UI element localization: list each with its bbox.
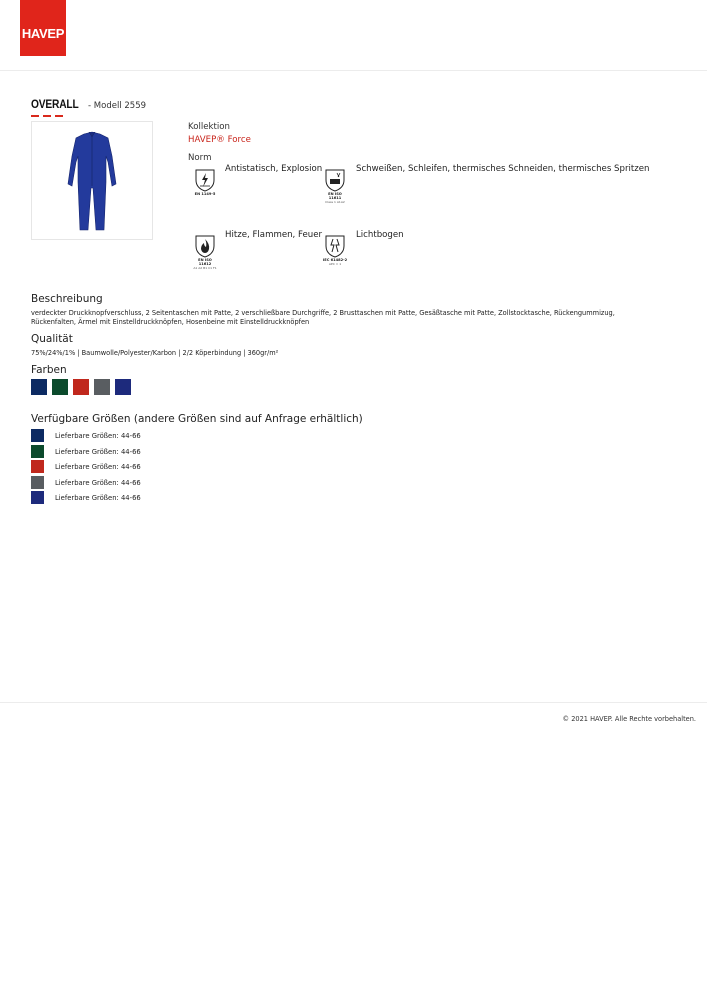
title-underline [31,115,146,117]
overall-image [62,126,122,236]
norm-code: IEC 61482-2 [322,258,348,262]
size-color-swatch [31,491,44,504]
size-row [31,445,141,458]
size-color-swatch [31,476,44,489]
copyright-text: © 2021 HAVEP. Alle Rechte vorbehalten. [562,715,696,723]
size-row [31,491,141,504]
size-row [31,476,141,489]
kollektion-label: Kollektion [188,122,230,132]
welding-shield-icon [322,167,348,205]
norm-text: Antistatisch, Explosion [225,164,323,174]
color-swatches [31,379,131,395]
norm-code: EN ISO 11612 [198,258,212,266]
norm-text: Lichtbogen [356,230,404,240]
havep-logo[interactable] [20,0,66,56]
norm-class: APC = 1 [328,261,342,266]
beschreibung-line-1: verdeckter Druckknopfverschluss, 2 Seitentaschen mit Patte, 2 verschließbare Durchgriffe, 2 Brusttaschen mit Patte, Gesäßtasche mit Patte, Zollstocktasche, Rückengummizug, [31,309,615,317]
beschreibung-line-2: Rückenfalten, Ärmel mit Einstelldruckknöpfen, Hosenbeine mit Einstelldruckknöpfen [31,318,310,326]
antistatic-shield-icon [192,167,218,205]
norm-text: Schweißen, Schleifen, thermisches Schneiden, thermisches Spritzen [356,164,650,174]
size-text: Lieferbare Größen: 44-66 [55,447,141,456]
norm-code: EN 1149-5 [194,192,216,196]
header-divider [0,70,707,71]
logo-text: HAVEP [21,25,65,41]
norm-code: EN ISO 11611 [328,192,342,200]
norm-class: Class 1 A1A2 [325,199,345,204]
arc-shield-icon [322,233,348,271]
color-swatch[interactable] [115,379,131,395]
size-color-swatch [31,445,44,458]
groessen-heading: Verfügbare Größen (andere Größen sind auf Anfrage erhältlich) [31,413,363,425]
size-text: Lieferbare Größen: 44-66 [55,431,141,440]
flame-shield-icon [192,233,218,271]
size-color-swatch [31,460,44,473]
size-row [31,429,141,442]
size-text: Lieferbare Größen: 44-66 [55,478,141,487]
product-image[interactable] [31,121,153,240]
norm-class: A1 A2 B1 C1 F1 [193,265,217,270]
size-text: Lieferbare Größen: 44-66 [55,493,141,502]
norm-label: Norm [188,153,212,163]
qualitaet-heading: Qualität [31,333,73,345]
beschreibung-text [31,309,671,327]
product-title: OVERALL [31,97,79,111]
norm-text: Hitze, Flammen, Feuer [225,230,323,240]
size-color-swatch [31,429,44,442]
footer-divider [0,702,707,703]
color-swatch[interactable] [94,379,110,395]
color-swatch[interactable] [31,379,47,395]
farben-heading: Farben [31,364,67,376]
size-row [31,460,141,473]
color-swatch[interactable] [52,379,68,395]
kollektion-value[interactable]: HAVEP® Force [188,135,251,145]
product-subtitle: - Modell 2559 [88,101,147,111]
color-swatch[interactable] [73,379,89,395]
product-title-block [31,93,146,117]
size-text: Lieferbare Größen: 44-66 [55,462,141,471]
qualitaet-text: 75%/24%/1% | Baumwolle/Polyester/Karbon | 2/2 Köperbindung | 360gr/m² [31,349,279,357]
beschreibung-heading: Beschreibung [31,293,103,305]
